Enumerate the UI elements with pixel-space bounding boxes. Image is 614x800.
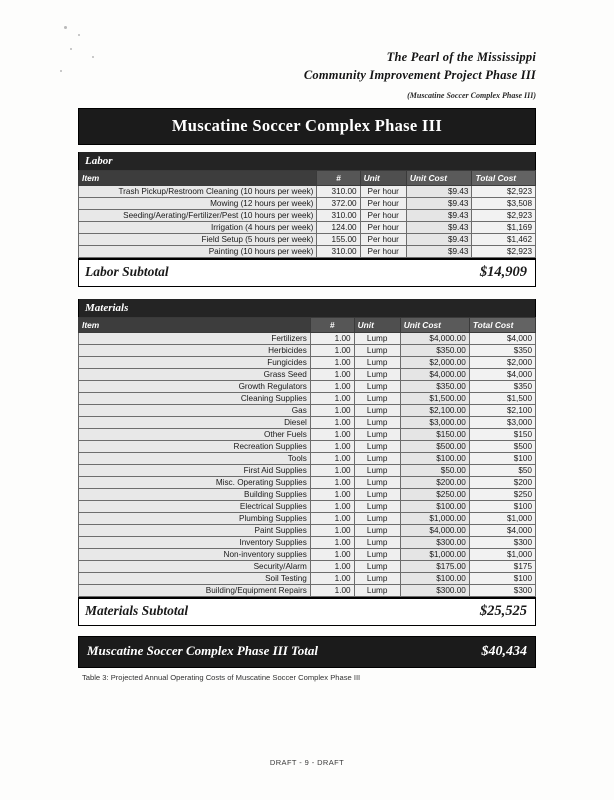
- cell-qty: 155.00: [317, 234, 360, 246]
- cell-unit-cost: $9.43: [406, 234, 472, 246]
- header-line-2: Community Improvement Project Phase III: [303, 68, 536, 83]
- cell-unit-cost: $300.00: [400, 585, 469, 597]
- header-line-1: The Pearl of the Mississippi: [386, 50, 536, 64]
- cell-unit-cost: $350.00: [400, 345, 469, 357]
- cell-unit: Lump: [354, 525, 400, 537]
- cell-total-cost: $1,000: [469, 513, 535, 525]
- cell-unit-cost: $2,100.00: [400, 405, 469, 417]
- column-header-qty: #: [317, 171, 360, 186]
- cell-item: Painting (10 hours per week): [79, 246, 317, 258]
- cell-total-cost: $500: [469, 441, 535, 453]
- table-row: [79, 525, 536, 537]
- cell-unit-cost: $50.00: [400, 465, 469, 477]
- cell-unit: Per hour: [360, 234, 406, 246]
- table-title: Muscatine Soccer Complex Phase III: [78, 108, 536, 145]
- cell-unit: Lump: [354, 477, 400, 489]
- cell-item: Recreation Supplies: [79, 441, 311, 453]
- cell-total-cost: $2,923: [472, 186, 536, 198]
- cell-unit: Lump: [354, 573, 400, 585]
- table-row: [79, 549, 536, 561]
- materials-table: [78, 317, 536, 597]
- cell-unit: Lump: [354, 501, 400, 513]
- labor-subtotal-value: $14,909: [479, 264, 527, 280]
- cell-total-cost: $2,000: [469, 357, 535, 369]
- cell-item: Tools: [79, 453, 311, 465]
- cell-item: Fungicides: [79, 357, 311, 369]
- table-row: [79, 333, 536, 345]
- cell-unit-cost: $200.00: [400, 477, 469, 489]
- scan-artifact: [64, 26, 67, 29]
- cell-item: Security/Alarm: [79, 561, 311, 573]
- cell-unit-cost: $350.00: [400, 381, 469, 393]
- cell-total-cost: $2,100: [469, 405, 535, 417]
- cell-unit-cost: $4,000.00: [400, 525, 469, 537]
- cell-qty: 1.00: [310, 345, 354, 357]
- column-header-item: Item: [79, 171, 317, 186]
- labor-table-body: [79, 171, 536, 258]
- scan-artifact: [60, 70, 62, 72]
- table-row: [79, 561, 536, 573]
- cell-qty: 1.00: [310, 489, 354, 501]
- cell-unit-cost: $100.00: [400, 573, 469, 585]
- materials-subtotal-label: Materials Subtotal: [85, 603, 189, 618]
- cell-item: Other Fuels: [79, 429, 311, 441]
- table-row: [79, 186, 536, 198]
- section-spacer: [78, 287, 536, 299]
- cell-qty: 1.00: [310, 369, 354, 381]
- cell-total-cost: $100: [469, 453, 535, 465]
- cell-unit: Lump: [354, 333, 400, 345]
- cell-qty: 1.00: [310, 357, 354, 369]
- cell-total-cost: $1,462: [472, 234, 536, 246]
- cell-unit-cost: $300.00: [400, 537, 469, 549]
- table-row: [79, 453, 536, 465]
- cell-item: Soil Testing: [79, 573, 311, 585]
- cell-unit-cost: $175.00: [400, 561, 469, 573]
- scan-artifact: [92, 56, 94, 58]
- cell-total-cost: $4,000: [469, 333, 535, 345]
- column-header-unit-cost: Unit Cost: [400, 318, 469, 333]
- cell-item: Growth Regulators: [79, 381, 311, 393]
- labor-column-headers: [79, 171, 536, 186]
- table-row: [79, 246, 536, 258]
- cell-qty: 1.00: [310, 501, 354, 513]
- section-header-labor: Labor: [78, 152, 536, 170]
- cell-qty: 1.00: [310, 453, 354, 465]
- cell-item: Mowing (12 hours per week): [79, 198, 317, 210]
- cell-total-cost: $4,000: [469, 369, 535, 381]
- cell-qty: 124.00: [317, 222, 360, 234]
- cell-total-cost: $150: [469, 429, 535, 441]
- cell-unit: Lump: [354, 513, 400, 525]
- cell-unit: Lump: [354, 441, 400, 453]
- cell-unit: Per hour: [360, 222, 406, 234]
- cell-total-cost: $350: [469, 345, 535, 357]
- cell-total-cost: $50: [469, 465, 535, 477]
- cell-total-cost: $4,000: [469, 525, 535, 537]
- cell-item: Electrical Supplies: [79, 501, 311, 513]
- cell-unit: Per hour: [360, 186, 406, 198]
- table-row: [79, 513, 536, 525]
- cell-unit: Lump: [354, 537, 400, 549]
- cell-item: Herbicides: [79, 345, 311, 357]
- cell-total-cost: $250: [469, 489, 535, 501]
- cell-unit: Per hour: [360, 198, 406, 210]
- table-caption: Table 3: Projected Annual Operating Costs of Muscatine Soccer Complex Phase III: [82, 673, 361, 682]
- table-row: [79, 585, 536, 597]
- cell-unit-cost: $9.43: [406, 186, 472, 198]
- cell-qty: 310.00: [317, 186, 360, 198]
- labor-subtotal-row: [78, 258, 536, 287]
- cell-item: Non-inventory supplies: [79, 549, 311, 561]
- cell-total-cost: $3,508: [472, 198, 536, 210]
- table-row: [79, 369, 536, 381]
- cell-total-cost: $300: [469, 537, 535, 549]
- table-row: [79, 417, 536, 429]
- cell-unit-cost: $4,000.00: [400, 333, 469, 345]
- cell-unit: Lump: [354, 369, 400, 381]
- column-header-qty: #: [310, 318, 354, 333]
- cell-qty: 1.00: [310, 405, 354, 417]
- cell-unit: Lump: [354, 453, 400, 465]
- labor-subtotal-label: Labor Subtotal: [85, 264, 169, 279]
- cell-total-cost: $350: [469, 381, 535, 393]
- cell-qty: 1.00: [310, 525, 354, 537]
- cell-item: Misc. Operating Supplies: [79, 477, 311, 489]
- cell-unit-cost: $9.43: [406, 198, 472, 210]
- cell-item: Trash Pickup/Restroom Cleaning (10 hours per week): [79, 186, 317, 198]
- cell-item: Field Setup (5 hours per week): [79, 234, 317, 246]
- cell-qty: 1.00: [310, 513, 354, 525]
- cell-unit-cost: $150.00: [400, 429, 469, 441]
- cell-total-cost: $2,923: [472, 246, 536, 258]
- table-row: [79, 345, 536, 357]
- cell-unit: Lump: [354, 345, 400, 357]
- cell-qty: 1.00: [310, 417, 354, 429]
- cell-unit-cost: $4,000.00: [400, 369, 469, 381]
- cell-item: First Aid Supplies: [79, 465, 311, 477]
- cell-unit: Per hour: [360, 246, 406, 258]
- cell-qty: 1.00: [310, 429, 354, 441]
- table-row: [79, 441, 536, 453]
- cell-unit-cost: $100.00: [400, 453, 469, 465]
- cell-qty: 1.00: [310, 561, 354, 573]
- cell-item: Cleaning Supplies: [79, 393, 311, 405]
- cell-total-cost: $175: [469, 561, 535, 573]
- table-row: [79, 393, 536, 405]
- scan-artifact: [70, 48, 72, 50]
- cell-qty: 1.00: [310, 585, 354, 597]
- cell-qty: 1.00: [310, 477, 354, 489]
- page-footer: DRAFT - 9 - DRAFT: [269, 758, 345, 767]
- cell-item: Grass Seed: [79, 369, 311, 381]
- column-header-total-cost: Total Cost: [472, 171, 536, 186]
- cell-unit-cost: $100.00: [400, 501, 469, 513]
- cell-unit-cost: $1,500.00: [400, 393, 469, 405]
- cell-total-cost: $300: [469, 585, 535, 597]
- cell-unit: Lump: [354, 585, 400, 597]
- scan-artifact: [78, 34, 80, 36]
- cell-unit-cost: $3,000.00: [400, 417, 469, 429]
- cell-total-cost: $2,923: [472, 210, 536, 222]
- column-header-item: Item: [79, 318, 311, 333]
- cell-unit: Lump: [354, 549, 400, 561]
- cell-total-cost: $200: [469, 477, 535, 489]
- grand-total-row: [78, 636, 536, 668]
- table-row: [79, 489, 536, 501]
- cell-qty: 1.00: [310, 465, 354, 477]
- cell-qty: 1.00: [310, 549, 354, 561]
- table-row: [79, 501, 536, 513]
- column-header-unit-cost: Unit Cost: [406, 171, 472, 186]
- table-row: [79, 573, 536, 585]
- cell-item: Seeding/Aerating/Fertilizer/Pest (10 hours per week): [79, 210, 317, 222]
- document-header: [304, 48, 536, 102]
- cell-unit: Lump: [354, 429, 400, 441]
- cost-table-container: [78, 108, 536, 682]
- materials-subtotal-row: [78, 597, 536, 626]
- column-header-unit: Unit: [360, 171, 406, 186]
- cell-item: Paint Supplies: [79, 525, 311, 537]
- cell-unit: Lump: [354, 489, 400, 501]
- cell-unit-cost: $1,000.00: [400, 513, 469, 525]
- cell-total-cost: $1,000: [469, 549, 535, 561]
- cell-unit: Lump: [354, 357, 400, 369]
- cell-unit-cost: $9.43: [406, 222, 472, 234]
- cell-total-cost: $1,500: [469, 393, 535, 405]
- materials-subtotal-value: $25,525: [479, 603, 527, 619]
- table-row: [79, 222, 536, 234]
- cell-qty: 372.00: [317, 198, 360, 210]
- table-row: [79, 234, 536, 246]
- grand-total-label: Muscatine Soccer Complex Phase III Total: [87, 643, 319, 658]
- header-line-3: (Muscatine Soccer Complex Phase III): [407, 91, 536, 101]
- cell-qty: 1.00: [310, 573, 354, 585]
- cell-qty: 310.00: [317, 246, 360, 258]
- cell-qty: 1.00: [310, 537, 354, 549]
- cell-total-cost: $1,169: [472, 222, 536, 234]
- cell-item: Building Supplies: [79, 489, 311, 501]
- table-row: [79, 357, 536, 369]
- cell-unit-cost: $9.43: [406, 246, 472, 258]
- cell-unit: Lump: [354, 417, 400, 429]
- cell-unit: Lump: [354, 465, 400, 477]
- cell-qty: 1.00: [310, 441, 354, 453]
- cell-qty: 1.00: [310, 333, 354, 345]
- materials-column-headers: [79, 318, 536, 333]
- cell-unit: Lump: [354, 405, 400, 417]
- cell-item: Irrigation (4 hours per week): [79, 222, 317, 234]
- cell-total-cost: $3,000: [469, 417, 535, 429]
- cell-item: Gas: [79, 405, 311, 417]
- cell-unit-cost: $1,000.00: [400, 549, 469, 561]
- cell-unit-cost: $9.43: [406, 210, 472, 222]
- table-row: [79, 465, 536, 477]
- cell-unit-cost: $2,000.00: [400, 357, 469, 369]
- cell-unit: Lump: [354, 561, 400, 573]
- cell-unit: Per hour: [360, 210, 406, 222]
- table-row: [79, 429, 536, 441]
- cell-unit: Lump: [354, 393, 400, 405]
- column-header-total-cost: Total Cost: [469, 318, 535, 333]
- cell-unit-cost: $500.00: [400, 441, 469, 453]
- cell-qty: 1.00: [310, 381, 354, 393]
- cell-unit: Lump: [354, 381, 400, 393]
- cell-item: Plumbing Supplies: [79, 513, 311, 525]
- labor-table: [78, 170, 536, 258]
- table-row: [79, 210, 536, 222]
- cell-qty: 1.00: [310, 393, 354, 405]
- table-row: [79, 405, 536, 417]
- cell-qty: 310.00: [317, 210, 360, 222]
- table-row: [79, 198, 536, 210]
- cell-item: Inventory Supplies: [79, 537, 311, 549]
- table-row: [79, 477, 536, 489]
- materials-table-body: [79, 318, 536, 597]
- grand-total-value: $40,434: [481, 644, 527, 659]
- table-row: [79, 381, 536, 393]
- section-header-materials: Materials: [78, 299, 536, 317]
- table-row: [79, 537, 536, 549]
- cell-item: Fertilizers: [79, 333, 311, 345]
- cell-item: Diesel: [79, 417, 311, 429]
- column-header-unit: Unit: [354, 318, 400, 333]
- cell-item: Building/Equipment Repairs: [79, 585, 311, 597]
- cell-total-cost: $100: [469, 501, 535, 513]
- cell-unit-cost: $250.00: [400, 489, 469, 501]
- cell-total-cost: $100: [469, 573, 535, 585]
